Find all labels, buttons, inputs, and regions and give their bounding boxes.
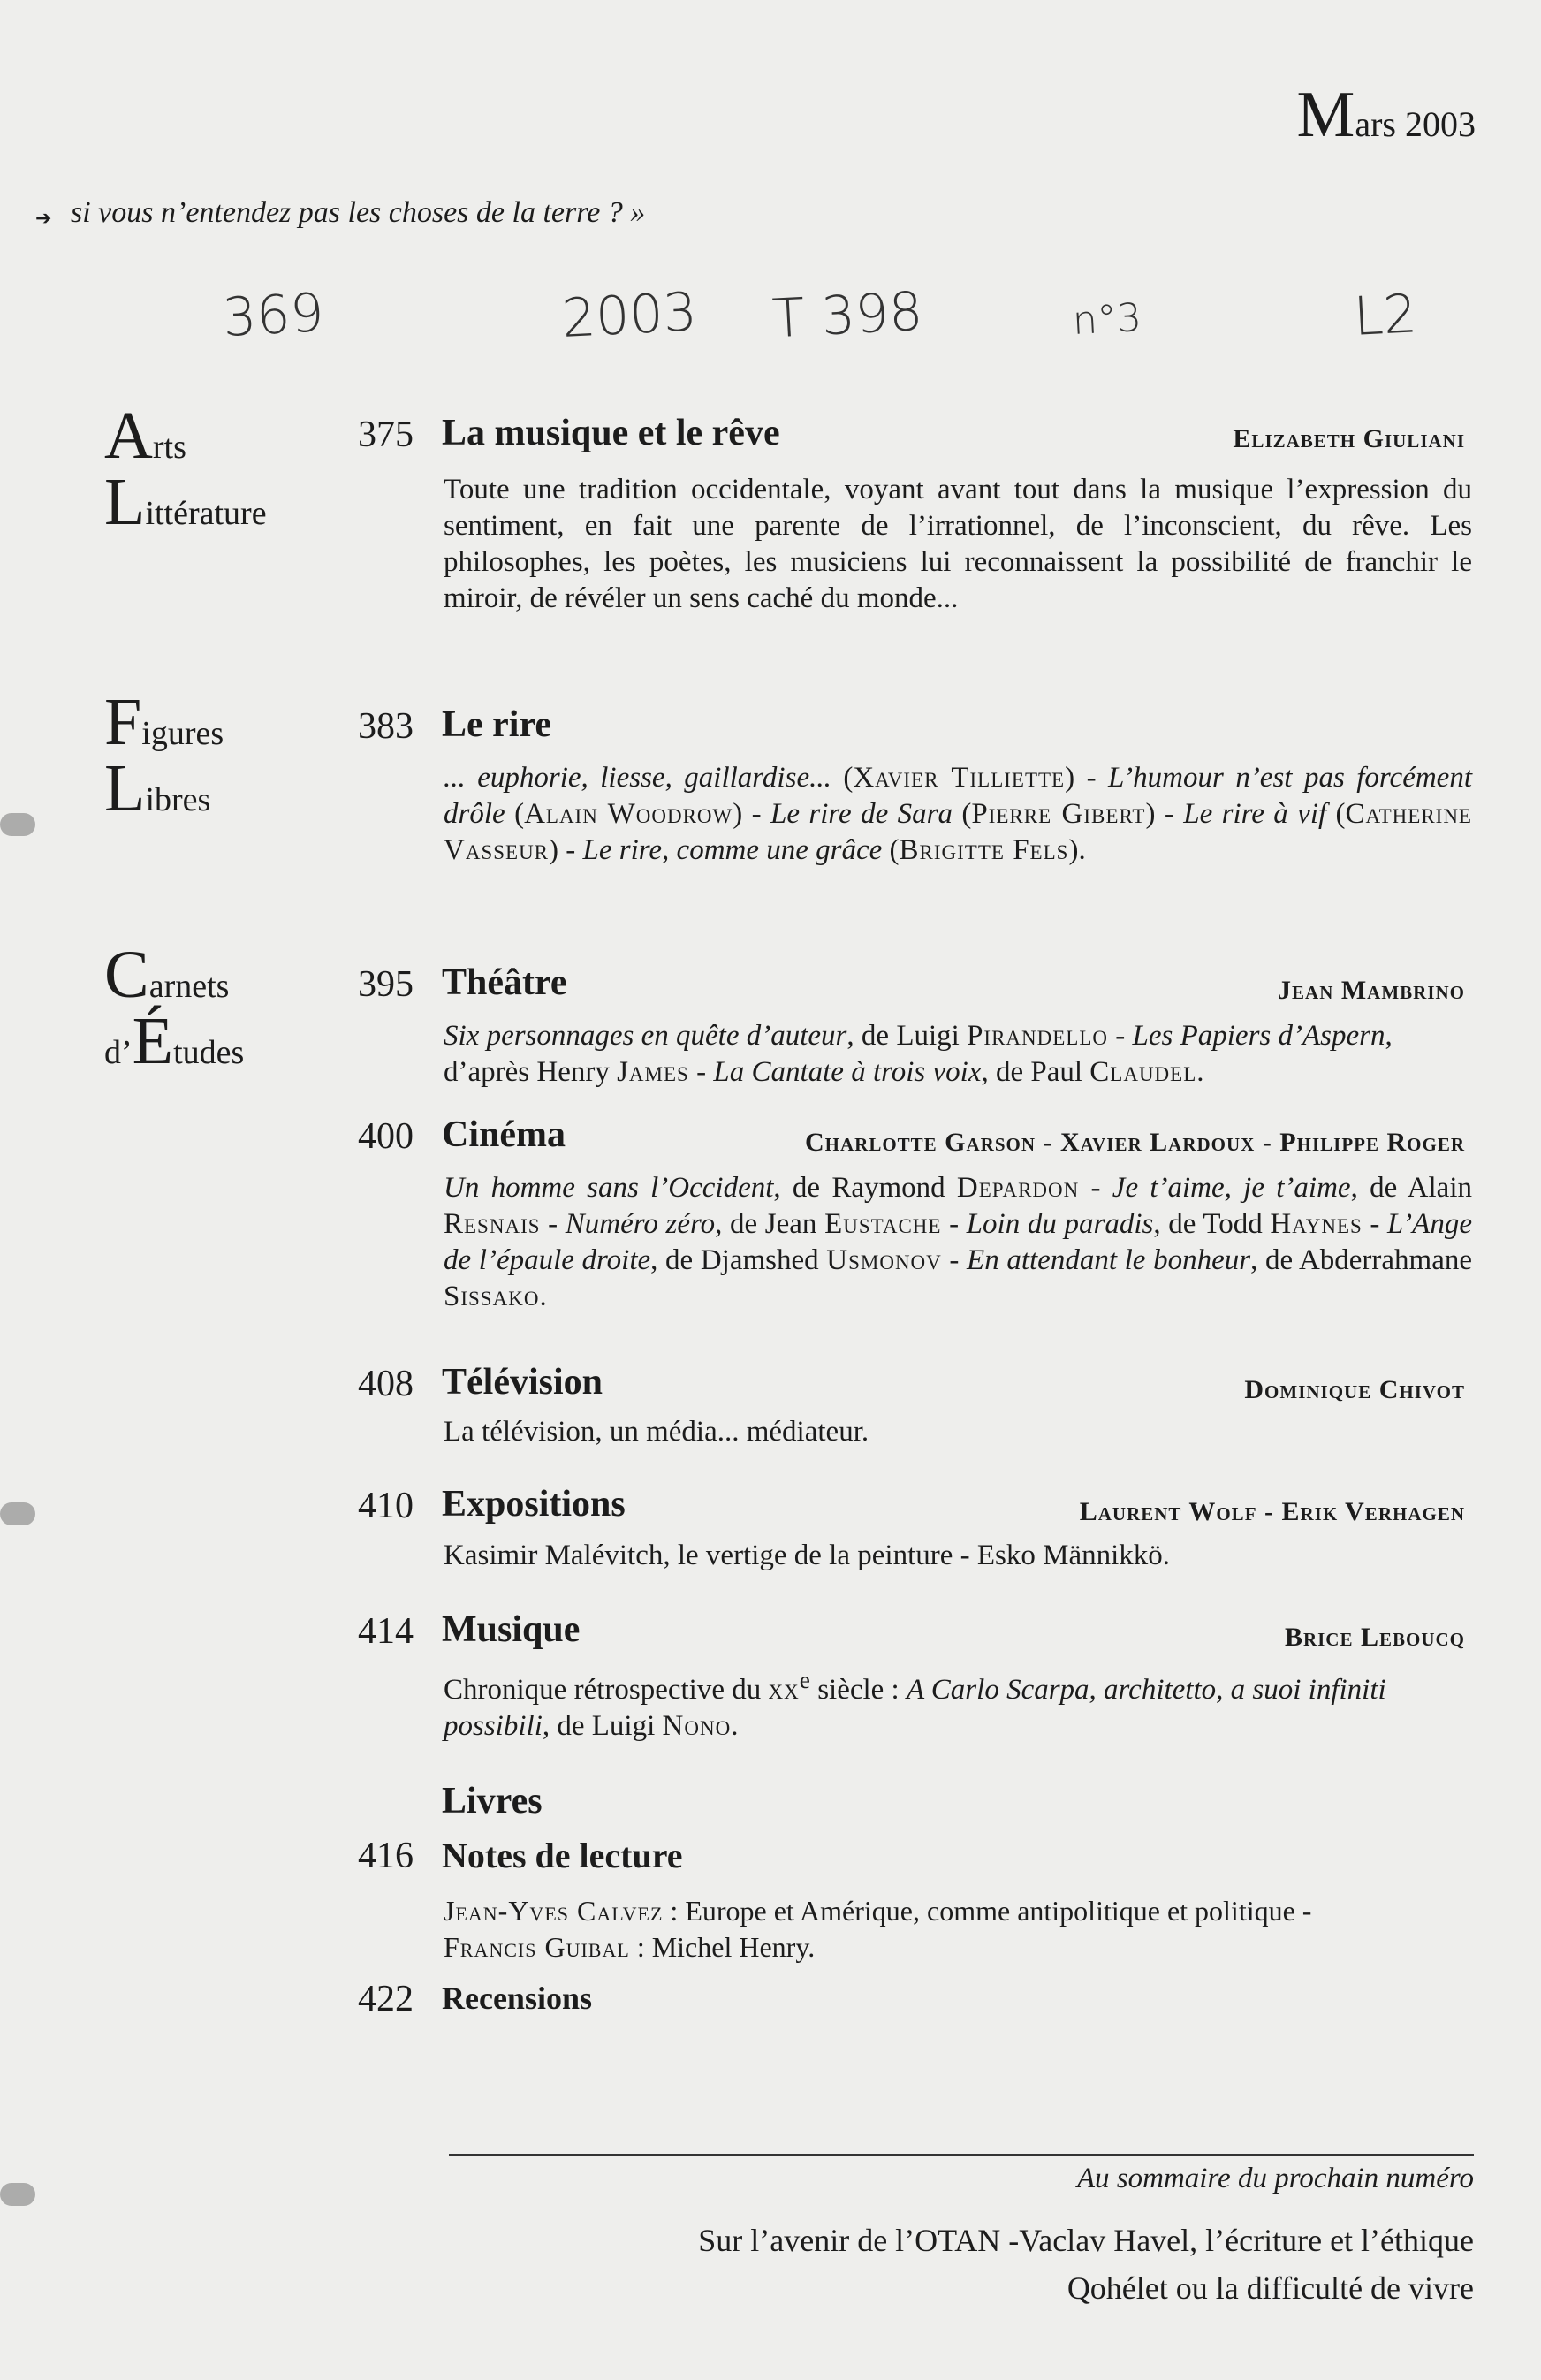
article-summary: ... euphorie, liesse, gaillardise... (Xavier Tilliette) - L’humour n’est pas forcément drôle (Alain Woodrow) - Le rire de Sara (Pierre Gibert) - Le rire à vif (Catherine Vasseur) - Le rire, comme une grâce (Brigitte Fels). xyxy=(444,762,1472,866)
divider xyxy=(449,2154,1474,2156)
handwritten-note: T 398 xyxy=(770,280,924,351)
article-title: Notes de lecture xyxy=(442,1836,683,1875)
article-author: Jean Mambrino xyxy=(1278,976,1465,1005)
article-title: Le rire xyxy=(442,704,551,745)
article-summary: La télévision, un média... médiateur. xyxy=(444,1416,869,1448)
page-number: 410 xyxy=(358,1486,414,1526)
page-number: 395 xyxy=(358,964,414,1005)
article-author: Elizabeth Giuliani xyxy=(1233,424,1465,453)
article-author: Brice Leboucq xyxy=(1284,1623,1465,1652)
article-author: Laurent Wolf - Erik Verhagen xyxy=(1079,1497,1465,1526)
article-title: Expositions xyxy=(442,1484,626,1525)
handwritten-note: L2 xyxy=(1352,283,1419,348)
handwritten-note: n°3 xyxy=(1071,294,1143,345)
arrow-icon: ➔ xyxy=(35,207,52,229)
binder-hole xyxy=(0,1502,35,1525)
article-title: Théâtre xyxy=(442,962,567,1003)
page-number: 422 xyxy=(358,1979,414,2019)
page-number: 400 xyxy=(358,1116,414,1157)
handwritten-note: 369 xyxy=(221,282,326,349)
epigraph: si vous n’entendez pas les choses de la terre ? » xyxy=(71,196,646,229)
next-issue-label: Au sommaire du prochain numéro xyxy=(1076,2163,1474,2194)
article-summary: Kasimir Malévitch, le vertige de la peinture - Esko Männikkö. xyxy=(444,1540,1171,1571)
handwritten-note: 2003 xyxy=(560,281,699,350)
page-number: 414 xyxy=(358,1611,414,1652)
page-number: 375 xyxy=(358,414,414,455)
article-title: Télévision xyxy=(442,1362,603,1403)
section-heading-livres: Livres xyxy=(442,1781,543,1821)
article-summary: Six personnages en quête d’auteur, de Luigi Pirandello - Les Papiers d’Aspern, d’après Henry James - La Cantate à trois voix, de Paul Claudel. xyxy=(444,1020,1393,1088)
article-title: Recensions xyxy=(442,1981,592,2016)
article-title: Musique xyxy=(442,1609,581,1650)
page-number: 408 xyxy=(358,1364,414,1404)
article-title: Cinéma xyxy=(442,1114,566,1155)
article-summary: Jean-Yves Calvez : Europe et Amérique, comme antipolitique et politique - Francis Guibal : Michel Henry. xyxy=(444,1895,1312,1963)
next-issue-item: Sur l’avenir de l’OTAN -Vaclav Havel, l’écriture et l’éthique xyxy=(698,2223,1474,2258)
page-number: 383 xyxy=(358,706,414,747)
section-figures-libres: Figures Libres xyxy=(104,685,224,825)
binder-hole xyxy=(0,813,35,836)
article-author: Charlotte Garson - Xavier Lardoux - Philippe Roger xyxy=(804,1128,1465,1157)
article-author: Dominique Chivot xyxy=(1244,1375,1465,1404)
section-carnets-etudes: Carnets d’Études xyxy=(104,938,245,1078)
binder-hole xyxy=(0,2183,35,2206)
page-number: 416 xyxy=(358,1836,414,1876)
issue-date: Mars 2003 xyxy=(1296,79,1476,151)
article-summary: Toute une tradition occidentale, voyant avant tout dans la musique l’expression du sentiment, en fait une parente de l’irrationnel, de l’inconscient, du rêve. Les philosophes, les poètes, les musiciens lui reconnaissent la possibilité de franchir le miroir, de révéler un sens caché du monde... xyxy=(444,474,1472,614)
article-title: La musique et le rêve xyxy=(442,413,780,453)
article-summary: Chronique rétrospective du $xx^e$ siècle : A Carlo Scarpa, architetto, a suoi infiniti possibili, de Luigi Nono. xyxy=(444,1666,1386,1742)
section-arts-litterature: Arts Littérature xyxy=(104,399,267,539)
next-issue-item: Qohélet ou la difficulté de vivre xyxy=(1067,2270,1474,2306)
article-summary: Un homme sans l’Occident, de Raymond Depardon - Je t’aime, je t’aime, de Alain Resnais - Numéro zéro, de Jean Eustache - Loin du paradis, de Todd Haynes - L’Ange de l’épaule droite, de Djamshed Usmonov - En attendant le bonheur, de Abderrahmane Sissako. xyxy=(444,1172,1473,1312)
